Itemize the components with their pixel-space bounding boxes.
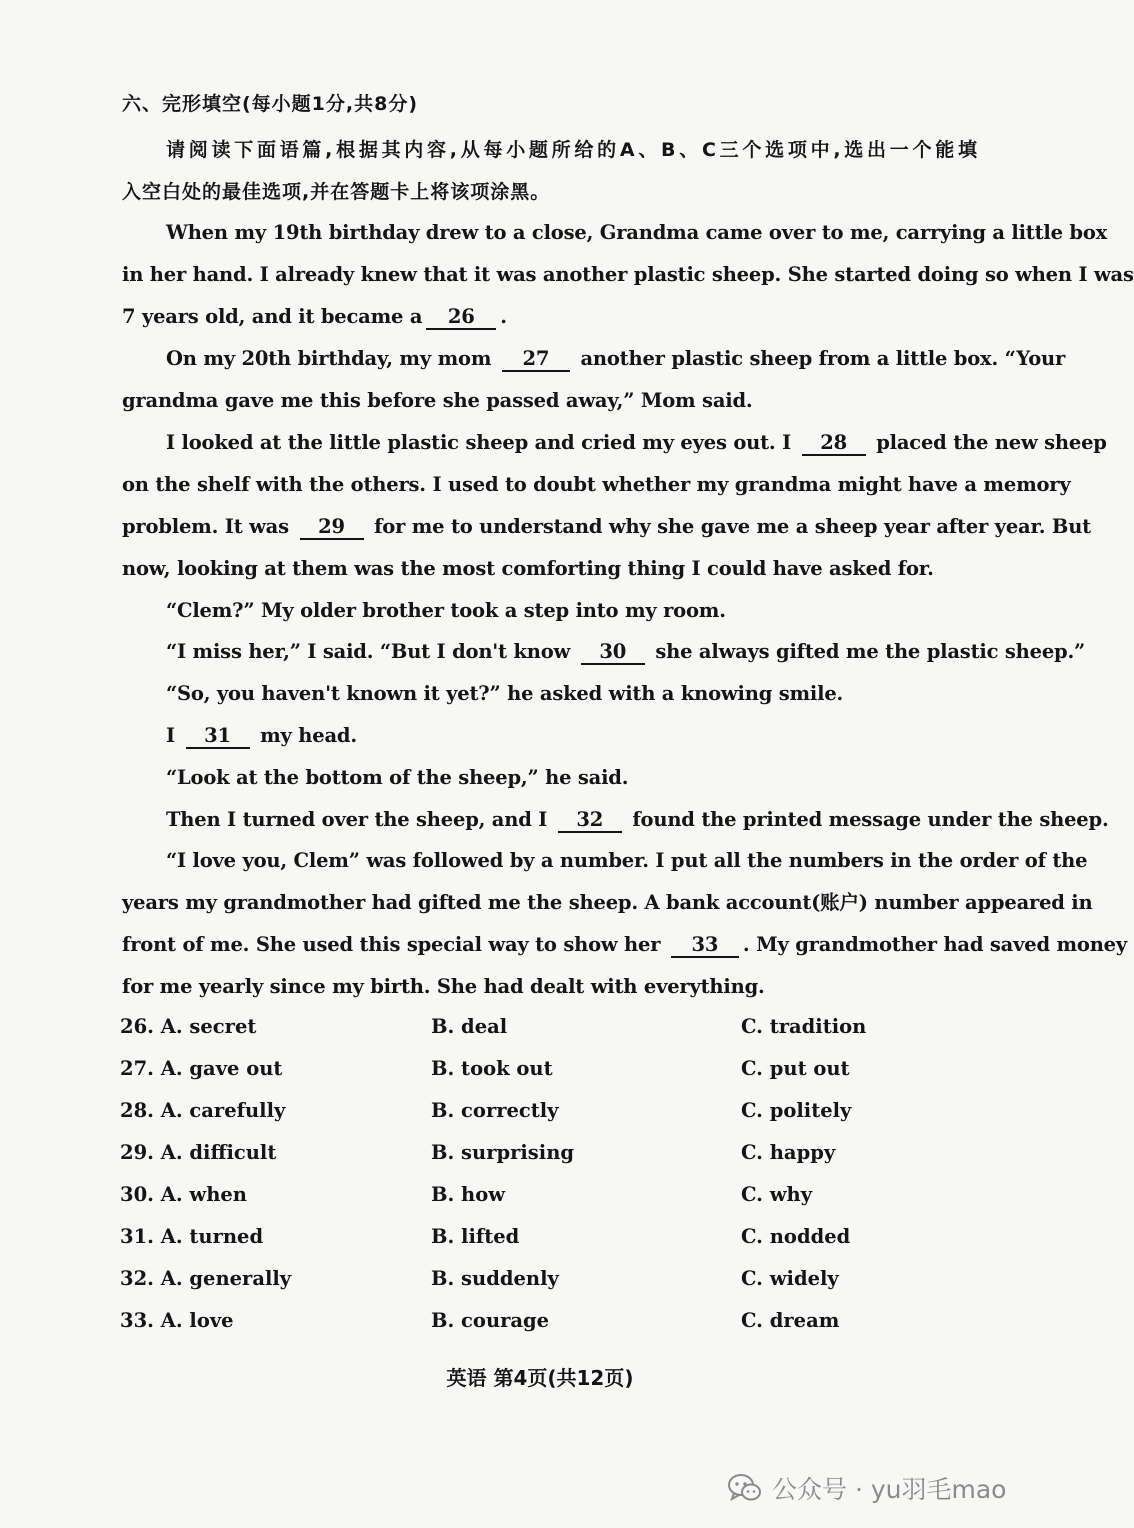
- option-a: 31. A. turned: [120, 1225, 264, 1248]
- passage-line: “I love you, Clem” was followed by a number. I put all the numbers in the order of the: [166, 849, 1088, 872]
- blank-26: 26: [426, 306, 496, 330]
- option-a: 29. A. difficult: [120, 1141, 277, 1164]
- passage-line: Then I turned over the sheep, and I 32 found the printed message under the sheep.: [166, 808, 1109, 831]
- option-row: [0, 1097, 1080, 1125]
- option-row: [0, 1265, 1080, 1293]
- passage-line: When my 19th birthday drew to a close, Grandma came over to me, carrying a little box: [166, 221, 1108, 244]
- option-c: C. put out: [741, 1057, 850, 1080]
- option-row: [0, 1307, 1080, 1335]
- blank-28: 28: [802, 432, 866, 456]
- option-c: C. tradition: [741, 1015, 867, 1038]
- passage-line: 7 years old, and it became a 26 .: [122, 305, 507, 328]
- passage-line: On my 20th birthday, my mom 27 another plastic sheep from a little box. “Your: [166, 347, 1066, 370]
- option-c: C. why: [741, 1183, 813, 1206]
- option-a: 28. A. carefully: [120, 1099, 286, 1122]
- option-c: C. happy: [741, 1141, 836, 1164]
- option-b: B. lifted: [431, 1225, 520, 1248]
- option-b: B. suddenly: [431, 1267, 559, 1290]
- option-row: [0, 1139, 1080, 1167]
- option-row: [0, 1181, 1080, 1209]
- option-b: B. deal: [431, 1015, 508, 1038]
- passage-line: I 31 my head.: [166, 724, 357, 747]
- option-a: 30. A. when: [120, 1183, 247, 1206]
- passage-line: front of me. She used this special way to show her 33 . My grandmother had saved money: [122, 933, 1128, 956]
- option-c: C. nodded: [741, 1225, 851, 1248]
- passage-line: “Look at the bottom of the sheep,” he said.: [166, 766, 629, 789]
- option-a: 26. A. secret: [120, 1015, 257, 1038]
- option-b: B. how: [431, 1183, 506, 1206]
- option-b: B. took out: [431, 1057, 553, 1080]
- watermark-text: 公众号 · yu羽毛mao: [772, 1475, 1007, 1504]
- passage-line: “So, you haven't known it yet?” he asked with a knowing smile.: [166, 682, 844, 705]
- instruction-line-1: 请阅读下面语篇,根据其内容,从每小题所给的A、B、C三个选项中,选出一个能填: [166, 139, 978, 161]
- instruction-line-2: 入空白处的最佳选项,并在答题卡上将该项涂黑。: [122, 181, 551, 203]
- passage-line: now, looking at them was the most comforting thing I could have asked for.: [122, 557, 934, 580]
- passage-line: years my grandmother had gifted me the sheep. A bank account(账户) number appeared in: [122, 891, 1093, 914]
- passage-line: grandma gave me this before she passed away,” Mom said.: [122, 389, 753, 412]
- option-c: C. politely: [741, 1099, 852, 1122]
- passage-line: “I miss her,” I said. “But I don't know 30 she always gifted me the plastic sheep.”: [166, 640, 1086, 663]
- option-a: 33. A. love: [120, 1309, 234, 1332]
- option-c: C. dream: [741, 1309, 840, 1332]
- blank-32: 32: [558, 809, 622, 833]
- option-b: B. correctly: [431, 1099, 559, 1122]
- passage-line: in her hand. I already knew that it was another plastic sheep. She started doing so when I was: [122, 263, 1134, 286]
- option-a: 27. A. gave out: [120, 1057, 283, 1080]
- passage-line: “Clem?” My older brother took a step into my room.: [166, 599, 726, 622]
- blank-29: 29: [300, 516, 364, 540]
- passage-line: I looked at the little plastic sheep and cried my eyes out. I 28 placed the new sheep: [166, 431, 1107, 454]
- blank-30: 30: [581, 641, 645, 665]
- option-row: [0, 1055, 1080, 1083]
- option-c: C. widely: [741, 1267, 839, 1290]
- option-row: [0, 1013, 1080, 1041]
- section-title: 六、完形填空(每小题1分,共8分): [122, 93, 419, 115]
- blank-31: 31: [186, 725, 250, 749]
- blank-33: 33: [671, 934, 739, 958]
- option-b: B. surprising: [431, 1141, 575, 1164]
- passage-line: on the shelf with the others. I used to doubt whether my grandma might have a memory: [122, 473, 1071, 496]
- passage-line: problem. It was 29 for me to understand why she gave me a sheep year after year. But: [122, 515, 1091, 538]
- passage-line: for me yearly since my birth. She had dealt with everything.: [122, 975, 765, 998]
- watermark: [728, 1466, 1006, 1510]
- blank-27: 27: [502, 348, 570, 372]
- option-row: [0, 1223, 1080, 1251]
- option-b: B. courage: [431, 1309, 550, 1332]
- option-a: 32. A. generally: [120, 1267, 292, 1290]
- wechat-icon: [728, 1473, 762, 1503]
- page-footer: 英语 第4页(共12页): [446, 1366, 634, 1390]
